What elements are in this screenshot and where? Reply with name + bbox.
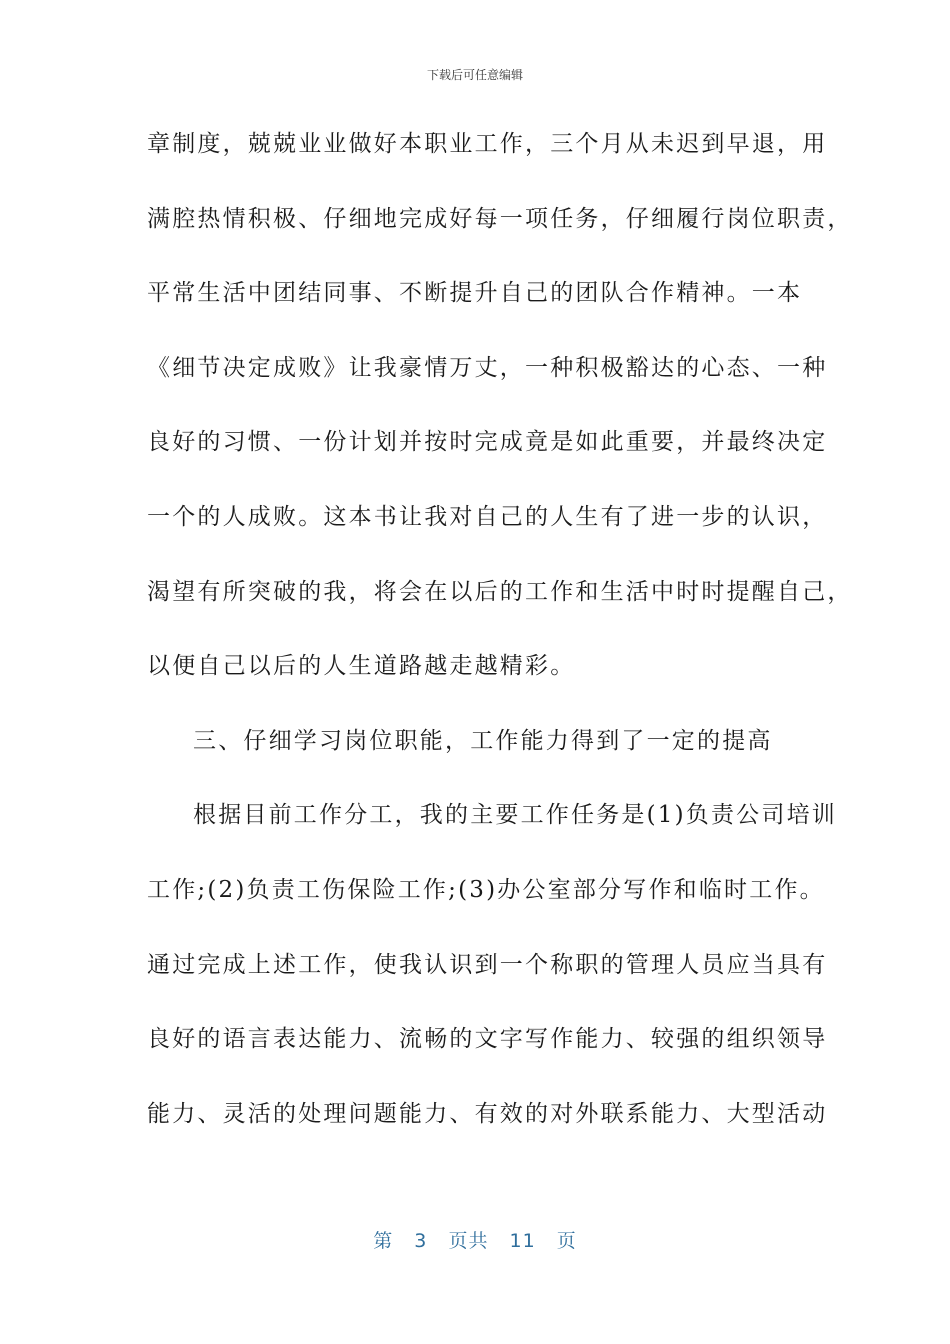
footer-total-pages: 11: [509, 1230, 536, 1252]
text-line-2: 满腔热情积极、仔细地完成好每一项任务，仔细履行岗位职责，: [147, 205, 853, 232]
text-line-7: 渴望有所突破的我，将会在以后的工作和生活中时时提醒自己，: [147, 578, 853, 605]
text-line-12: 通过完成上述工作，使我认识到一个称职的管理人员应当具有: [147, 951, 828, 978]
footer-prefix: 第: [373, 1230, 394, 1252]
section-heading: 三、仔细学习岗位职能，工作能力得到了一定的提高: [193, 727, 773, 754]
page-footer: [0, 1226, 950, 1253]
text-line-10: 根据目前工作分工，我的主要工作任务是(1)负责公司培训: [193, 802, 837, 829]
text-line-6: 一个的人成败。这本书让我对自己的人生有了进一步的认识，: [147, 503, 828, 530]
text-line-5: 良好的习惯、一份计划并按时完成竟是如此重要，并最终决定: [147, 429, 828, 456]
text-line-1: 章制度，兢兢业业做好本职业工作，三个月从未迟到早退，用: [147, 131, 828, 157]
text-line-13: 良好的语言表达能力、流畅的文字写作能力、较强的组织领导: [147, 1026, 828, 1053]
footer-current-page: 3: [414, 1230, 428, 1252]
text-line-14: 能力、灵活的处理问题能力、有效的对外联系能力、大型活动: [147, 1100, 828, 1127]
document-body: [147, 118, 853, 1162]
text-line-3: 平常生活中团结同事、不断提升自己的团队合作精神。一本: [147, 280, 803, 307]
text-line-4: 《细节决定成败》让我豪情万丈，一种积极豁达的心态、一种: [147, 354, 828, 381]
text-line-8: 以便自己以后的人生道路越走越精彩。: [147, 653, 576, 680]
footer-suffix: 页: [556, 1230, 577, 1252]
text-line-11: 工作;(2)负责工伤保险工作;(3)办公室部分写作和临时工作。: [147, 876, 825, 903]
page-header: 下载后可任意编辑: [426, 68, 523, 82]
footer-middle: 页共: [448, 1230, 489, 1252]
